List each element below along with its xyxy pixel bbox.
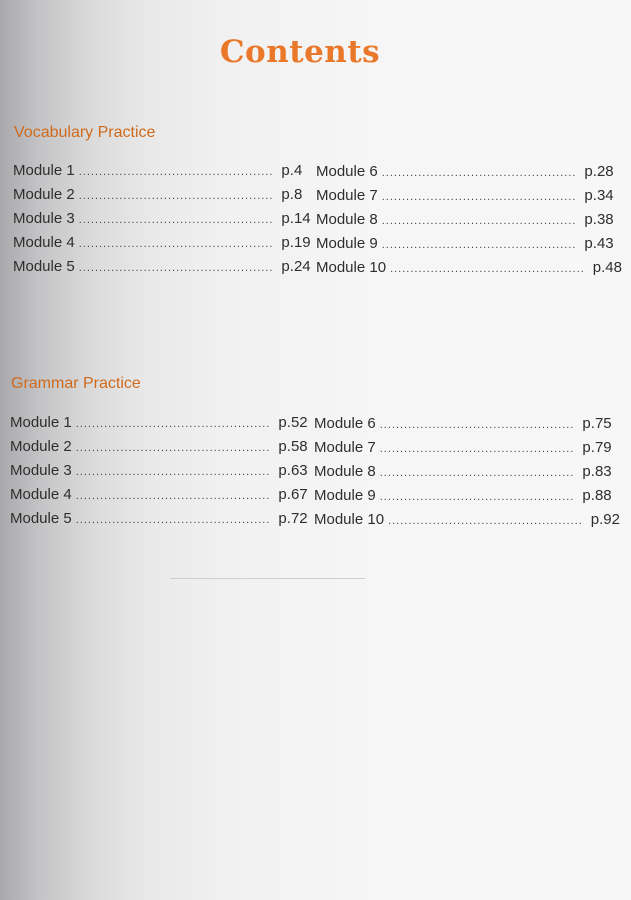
dot-leader: ................................................ bbox=[379, 419, 575, 431]
page-prefix: p. bbox=[278, 462, 291, 479]
dot-leader: ................................................ bbox=[78, 238, 274, 250]
dot-leader: ................................................ bbox=[75, 466, 271, 478]
dot-leader: ................................................ bbox=[381, 239, 577, 251]
module-label: Module 1 bbox=[13, 162, 75, 179]
page-prefix: p. bbox=[281, 162, 294, 179]
module-label: Module 5 bbox=[13, 258, 75, 275]
dot-leader: ................................................ bbox=[78, 214, 274, 226]
module-label: Module 9 bbox=[316, 235, 378, 252]
page-number: 58 bbox=[290, 438, 308, 455]
page-prefix: p. bbox=[281, 234, 294, 251]
toc-entry[interactable] bbox=[314, 487, 612, 511]
page-prefix: p. bbox=[584, 235, 597, 252]
toc-entry[interactable] bbox=[10, 414, 308, 438]
dot-leader: ................................................ bbox=[78, 190, 274, 202]
module-label: Module 3 bbox=[13, 210, 75, 227]
page-prefix: p. bbox=[278, 486, 291, 503]
module-label: Module 9 bbox=[314, 487, 376, 504]
grammar-left-column bbox=[10, 414, 308, 534]
page-number: 19 bbox=[293, 234, 311, 251]
dot-leader: ................................................ bbox=[388, 515, 583, 527]
page-number: 83 bbox=[594, 463, 612, 480]
page-number: 48 bbox=[605, 259, 622, 276]
toc-entry[interactable] bbox=[314, 463, 612, 487]
dot-leader: ................................................ bbox=[75, 418, 271, 430]
page-number: 63 bbox=[290, 462, 308, 479]
page-number: 14 bbox=[293, 210, 311, 227]
module-label: Module 2 bbox=[13, 186, 75, 203]
grammar-right-column bbox=[314, 415, 620, 535]
module-label: Module 10 bbox=[314, 511, 385, 528]
page-number: 79 bbox=[594, 439, 612, 456]
grammar-heading: Grammar Practice bbox=[11, 375, 141, 392]
toc-entry[interactable] bbox=[13, 210, 311, 234]
dot-leader: ................................................ bbox=[381, 215, 577, 227]
page-prefix: p. bbox=[281, 258, 294, 275]
page-prefix: p. bbox=[281, 210, 294, 227]
page-prefix: p. bbox=[278, 414, 291, 431]
page-prefix: p. bbox=[592, 259, 606, 276]
toc-entry[interactable] bbox=[316, 163, 614, 187]
page-prefix: p. bbox=[590, 511, 604, 528]
toc-entry[interactable] bbox=[13, 234, 311, 258]
page-number: 72 bbox=[290, 510, 308, 527]
module-label: Module 1 bbox=[10, 414, 72, 431]
page-prefix: p. bbox=[584, 163, 597, 180]
vocabulary-left-column bbox=[13, 162, 311, 282]
dot-leader: ................................................ bbox=[379, 491, 575, 503]
module-label: Module 6 bbox=[314, 415, 376, 432]
toc-entry[interactable] bbox=[10, 462, 308, 486]
vocabulary-heading: Vocabulary Practice bbox=[14, 124, 156, 141]
module-label: Module 4 bbox=[13, 234, 75, 251]
dot-leader: ................................................ bbox=[379, 467, 575, 479]
toc-entry[interactable] bbox=[314, 439, 612, 463]
dot-leader: ................................................ bbox=[390, 263, 585, 275]
toc-entry[interactable] bbox=[13, 186, 303, 210]
page-number: 4 bbox=[293, 162, 303, 179]
page-number: 67 bbox=[290, 486, 308, 503]
dot-leader: ................................................ bbox=[75, 442, 271, 454]
page-number: 43 bbox=[596, 235, 614, 252]
page-prefix: p. bbox=[584, 211, 597, 228]
toc-entry[interactable] bbox=[314, 511, 620, 535]
page-number: 34 bbox=[596, 187, 614, 204]
toc-entry[interactable] bbox=[316, 187, 614, 211]
toc-entry[interactable] bbox=[13, 258, 311, 282]
page-number: 52 bbox=[290, 414, 308, 431]
dot-leader: ................................................ bbox=[75, 490, 271, 502]
page-number: 24 bbox=[293, 258, 311, 275]
module-label: Module 5 bbox=[10, 510, 72, 527]
toc-entry[interactable] bbox=[10, 486, 308, 510]
page-prefix: p. bbox=[278, 510, 291, 527]
faint-scan-line bbox=[170, 578, 365, 579]
toc-entry[interactable] bbox=[13, 162, 303, 186]
toc-entry[interactable] bbox=[316, 259, 622, 283]
dot-leader: ................................................ bbox=[379, 443, 575, 455]
page-number: 8 bbox=[293, 186, 303, 203]
module-label: Module 10 bbox=[316, 259, 387, 276]
page-number: 88 bbox=[594, 487, 612, 504]
toc-entry[interactable] bbox=[10, 510, 308, 534]
module-label: Module 4 bbox=[10, 486, 72, 503]
vocabulary-right-column bbox=[316, 163, 622, 283]
module-label: Module 7 bbox=[316, 187, 378, 204]
toc-entry[interactable] bbox=[316, 211, 614, 235]
page-number: 38 bbox=[596, 211, 614, 228]
dot-leader: ................................................ bbox=[381, 191, 577, 203]
page-prefix: p. bbox=[278, 438, 291, 455]
page-prefix: p. bbox=[584, 187, 597, 204]
module-label: Module 2 bbox=[10, 438, 72, 455]
page-number: 75 bbox=[594, 415, 612, 432]
page-prefix: p. bbox=[582, 439, 595, 456]
toc-entry[interactable] bbox=[316, 235, 614, 259]
module-label: Module 7 bbox=[314, 439, 376, 456]
page-title: Contents bbox=[219, 34, 381, 70]
dot-leader: ................................................ bbox=[75, 514, 271, 526]
page-prefix: p. bbox=[281, 186, 294, 203]
module-label: Module 6 bbox=[316, 163, 378, 180]
page-prefix: p. bbox=[582, 415, 595, 432]
dot-leader: ................................................ bbox=[381, 167, 577, 179]
page-prefix: p. bbox=[582, 487, 595, 504]
page-number: 28 bbox=[596, 163, 614, 180]
module-label: Module 8 bbox=[314, 463, 376, 480]
dot-leader: ................................................ bbox=[78, 262, 274, 274]
toc-entry[interactable] bbox=[314, 415, 612, 439]
page-prefix: p. bbox=[582, 463, 595, 480]
module-label: Module 3 bbox=[10, 462, 72, 479]
toc-entry[interactable] bbox=[10, 438, 308, 462]
page-number: 92 bbox=[603, 511, 620, 528]
module-label: Module 8 bbox=[316, 211, 378, 228]
dot-leader: ................................................ bbox=[78, 166, 274, 178]
